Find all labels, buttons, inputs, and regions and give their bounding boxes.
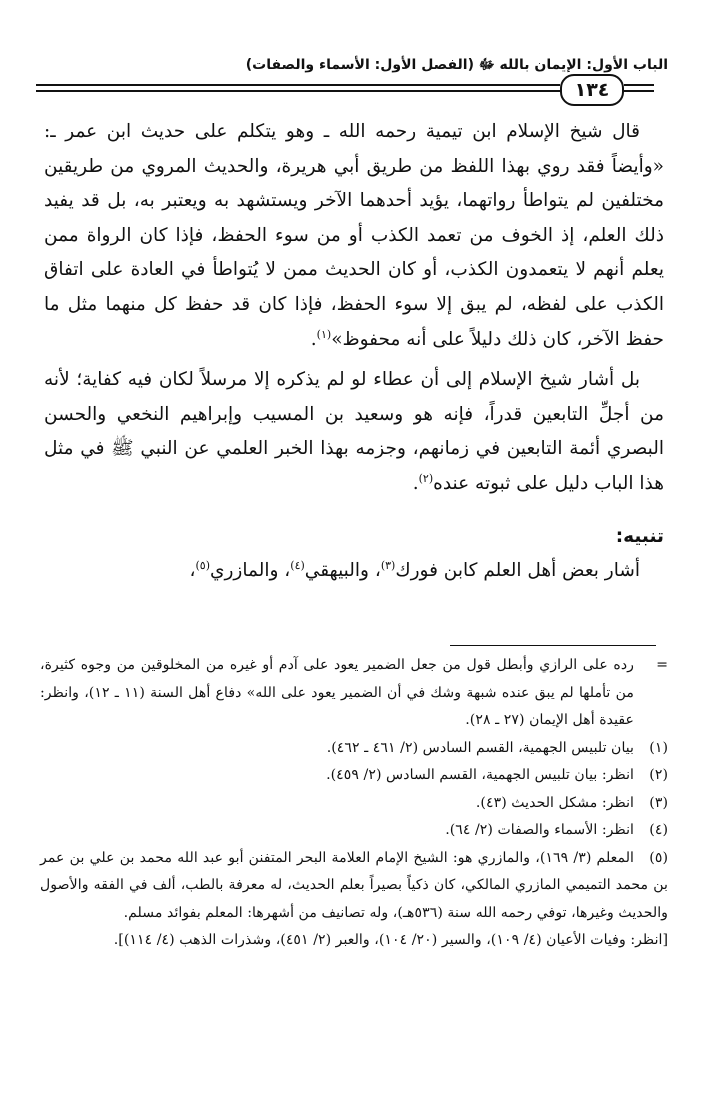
paragraph-3-text-d: ،	[189, 560, 196, 582]
footnote-text: بيان تلبيس الجهمية، القسم السادس (٢/ ٤٦١ ـ ٤٦٢).	[326, 739, 634, 756]
main-text	[44, 115, 664, 589]
footnote-ref-3: (٣)	[380, 558, 396, 572]
paragraph-3-text-c: ، والمازري	[210, 560, 291, 582]
footnote-number: (٢)	[649, 767, 668, 783]
footnote-separator	[450, 645, 656, 646]
header-rule-left-top	[36, 84, 560, 86]
header-rule-left-bottom	[36, 90, 560, 92]
footnotes	[40, 652, 668, 955]
footnote-ref-1: (١)	[316, 327, 332, 341]
running-header: الباب الأول: الإيمان بالله ﷻ (الفصل الأول: الأسماء والصفات)	[245, 57, 668, 73]
footnote-text: المعلم (٣/ ١٦٩)، والمازري هو: الشيخ الإمام العلامة البحر المتفنن أبو عبد الله محمد بن علي بن عمر بن محمد التميمي المازري المالكي، كان ذكياً بصيراً بعلم الحديث، له معرفة بالطب، ألف في الفقه والأصول والحديث وغيرها، توفي رحمه الله سنة (٥٣٦هـ)، وله تصانيف من أشهرها: المعلم بفوائد مسلم.	[40, 849, 668, 921]
paragraph-1-text: قال شيخ الإسلام ابن تيمية رحمه الله ـ وهو يتكلم على حديث ابن عمر ـ: «وأيضاً فقد روي بهذا اللفظ من طريق أبي هريرة، والحديث المروي من طريقين مختلفين لم يتواطأ رواتهما، يؤيد أحدهما الآخر ويستشهد به ويعتبر به، بل قد يفيد ذلك العلم، إذ الخوف من تعمد الكذب أو من سوء الحفظ، فإذا كان الرواة ممن يعلم أنهم لا يتعمدون الكذب، أو كان الحديث ممن لا يُتواطأ في العادة على اتفاق الكذب على لفظه، لم يبق إلا سوء الحفظ، فإذا كان قد حفظ كل منهما مثل ما حفظ الآخر، كان ذلك دليلاً على أنه محفوظ»	[44, 121, 664, 350]
page-number: ١٣٤	[560, 74, 624, 106]
footnote-number: (٥)	[649, 849, 668, 866]
footnote-number: (٤)	[649, 822, 668, 838]
paragraph-1-end: .	[310, 328, 317, 350]
paragraph-2	[44, 363, 664, 501]
section-heading: تنبيه:	[615, 525, 664, 547]
footnote-1	[40, 735, 668, 763]
paragraph-2-text: بل أشار شيخ الإسلام إلى أن عطاء لو لم يذكره إلا مرسلاً لكان فيه كفاية؛ لأنه من أجلِّ التابعين قدراً، فإنه هو وسعيد بن المسيب وإبراهيم النخعي والحسن البصري أئمة التابعين في زمانهم، وجزمه بهذا الخبر العلمي عن النبي ﷺ في مثل هذا الباب دليل على ثبوته عنده	[44, 369, 664, 494]
footnote-4	[40, 817, 668, 845]
footnote-ref-5: (٥)	[195, 558, 211, 572]
paragraph-3-text-b: ، والبيهقي	[304, 560, 381, 582]
footnote-5	[40, 845, 668, 955]
paragraph-2-end: .	[412, 472, 419, 494]
footnote-number: (٣)	[649, 794, 668, 811]
footnote-text: انظر: الأسماء والصفات (٢/ ٦٤).	[445, 822, 634, 838]
footnote-ref-4: (٤)	[290, 558, 305, 572]
footnote-2	[40, 762, 668, 790]
paragraph-3-text-a: أشار بعض أهل العلم كابن فورك	[395, 560, 640, 582]
paragraph-3	[44, 554, 664, 589]
continuation-text: رده على الرازي وأبطل قول من جعل الضمير يعود على آدم أو غيره من المخلوقين من وجوه كثيرة، من تأملها لم يبق عنده شبهة وشك في أن الضمير يعود على الله» دفاع أهل السنة (١١ ـ ١٢)، وانظر: عقيدة أهل الإيمان (٢٧ ـ ٢٨).	[40, 657, 634, 728]
paragraph-1	[44, 115, 664, 357]
footnote-number: (١)	[649, 739, 668, 756]
footnote-3	[40, 790, 668, 818]
header-rule-right-bottom	[624, 90, 654, 92]
footnote-continuation	[40, 652, 668, 735]
footnote-ref-2: (٢)	[418, 471, 434, 485]
footnote-5-references: [انظر: وفيات الأعيان (٤/ ١٠٩)، والسير (٢٠/ ١٠٤)، والعبر (٢/ ٤٥١)، وشذرات الذهب (٤/ ١١٤)].	[113, 932, 668, 948]
footnote-text: انظر: بيان تلبيس الجهمية، القسم السادس (٢/ ٤٥٩).	[326, 767, 634, 783]
header-rule-right-top	[624, 84, 654, 86]
footnote-text: انظر: مشكل الحديث (٤٣).	[475, 794, 634, 811]
continuation-mark: =	[656, 657, 668, 673]
